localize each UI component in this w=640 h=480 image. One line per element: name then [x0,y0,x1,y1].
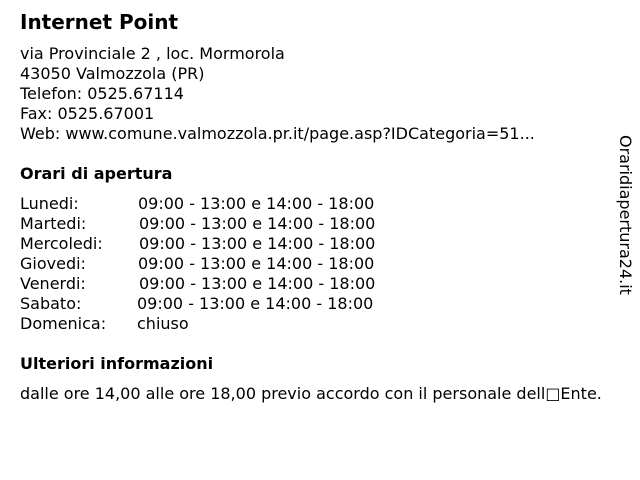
hours-row-thursday [20,254,440,274]
hours-row-sunday [20,314,440,334]
hours-row-friday [20,274,440,294]
phone-number: Telefon: 0525.67114 [20,84,184,103]
hours-row-tuesday [20,214,440,234]
opening-hours-table [20,194,440,334]
address-block [20,44,535,144]
time-value: 09:00 - 13:00 e 14:00 - 18:00 [139,214,376,233]
watermark-text: Oraridiapertura24.it [616,135,635,295]
day-label: Lunedi: [20,194,79,213]
day-label: Domenica: [20,314,107,333]
hours-row-monday [20,194,440,214]
watermark [613,135,635,310]
hours-row-wednesday [20,234,440,254]
hours-heading: Orari di apertura [20,164,173,183]
fax-number: Fax: 0525.67001 [20,104,155,123]
hours-row-saturday [20,294,440,314]
website-link: Web: www.comune.valmozzola.pr.it/page.asp?IDCategoria=51... [20,124,535,143]
info-text: dalle ore 14,00 alle ore 18,00 previo accordo con il personale dell□Ente. [20,384,602,403]
info-heading: Ulteriori informazioni [20,354,214,373]
day-label: Venerdi: [20,274,86,293]
time-value: 09:00 - 13:00 e 14:00 - 18:00 [138,254,375,273]
address-street: via Provinciale 2 , loc. Mormorola [20,44,285,63]
day-label: Giovedi: [20,254,86,273]
day-label: Mercoledi: [20,234,103,253]
time-value: 09:00 - 13:00 e 14:00 - 18:00 [138,194,375,213]
time-value: chiuso [137,314,189,333]
time-value: 09:00 - 13:00 e 14:00 - 18:00 [139,274,376,293]
day-label: Martedi: [20,214,87,233]
time-value: 09:00 - 13:00 e 14:00 - 18:00 [137,294,374,313]
day-label: Sabato: [20,294,82,313]
time-value: 09:00 - 13:00 e 14:00 - 18:00 [139,234,376,253]
page-title: Internet Point [20,10,179,34]
address-city: 43050 Valmozzola (PR) [20,64,205,83]
